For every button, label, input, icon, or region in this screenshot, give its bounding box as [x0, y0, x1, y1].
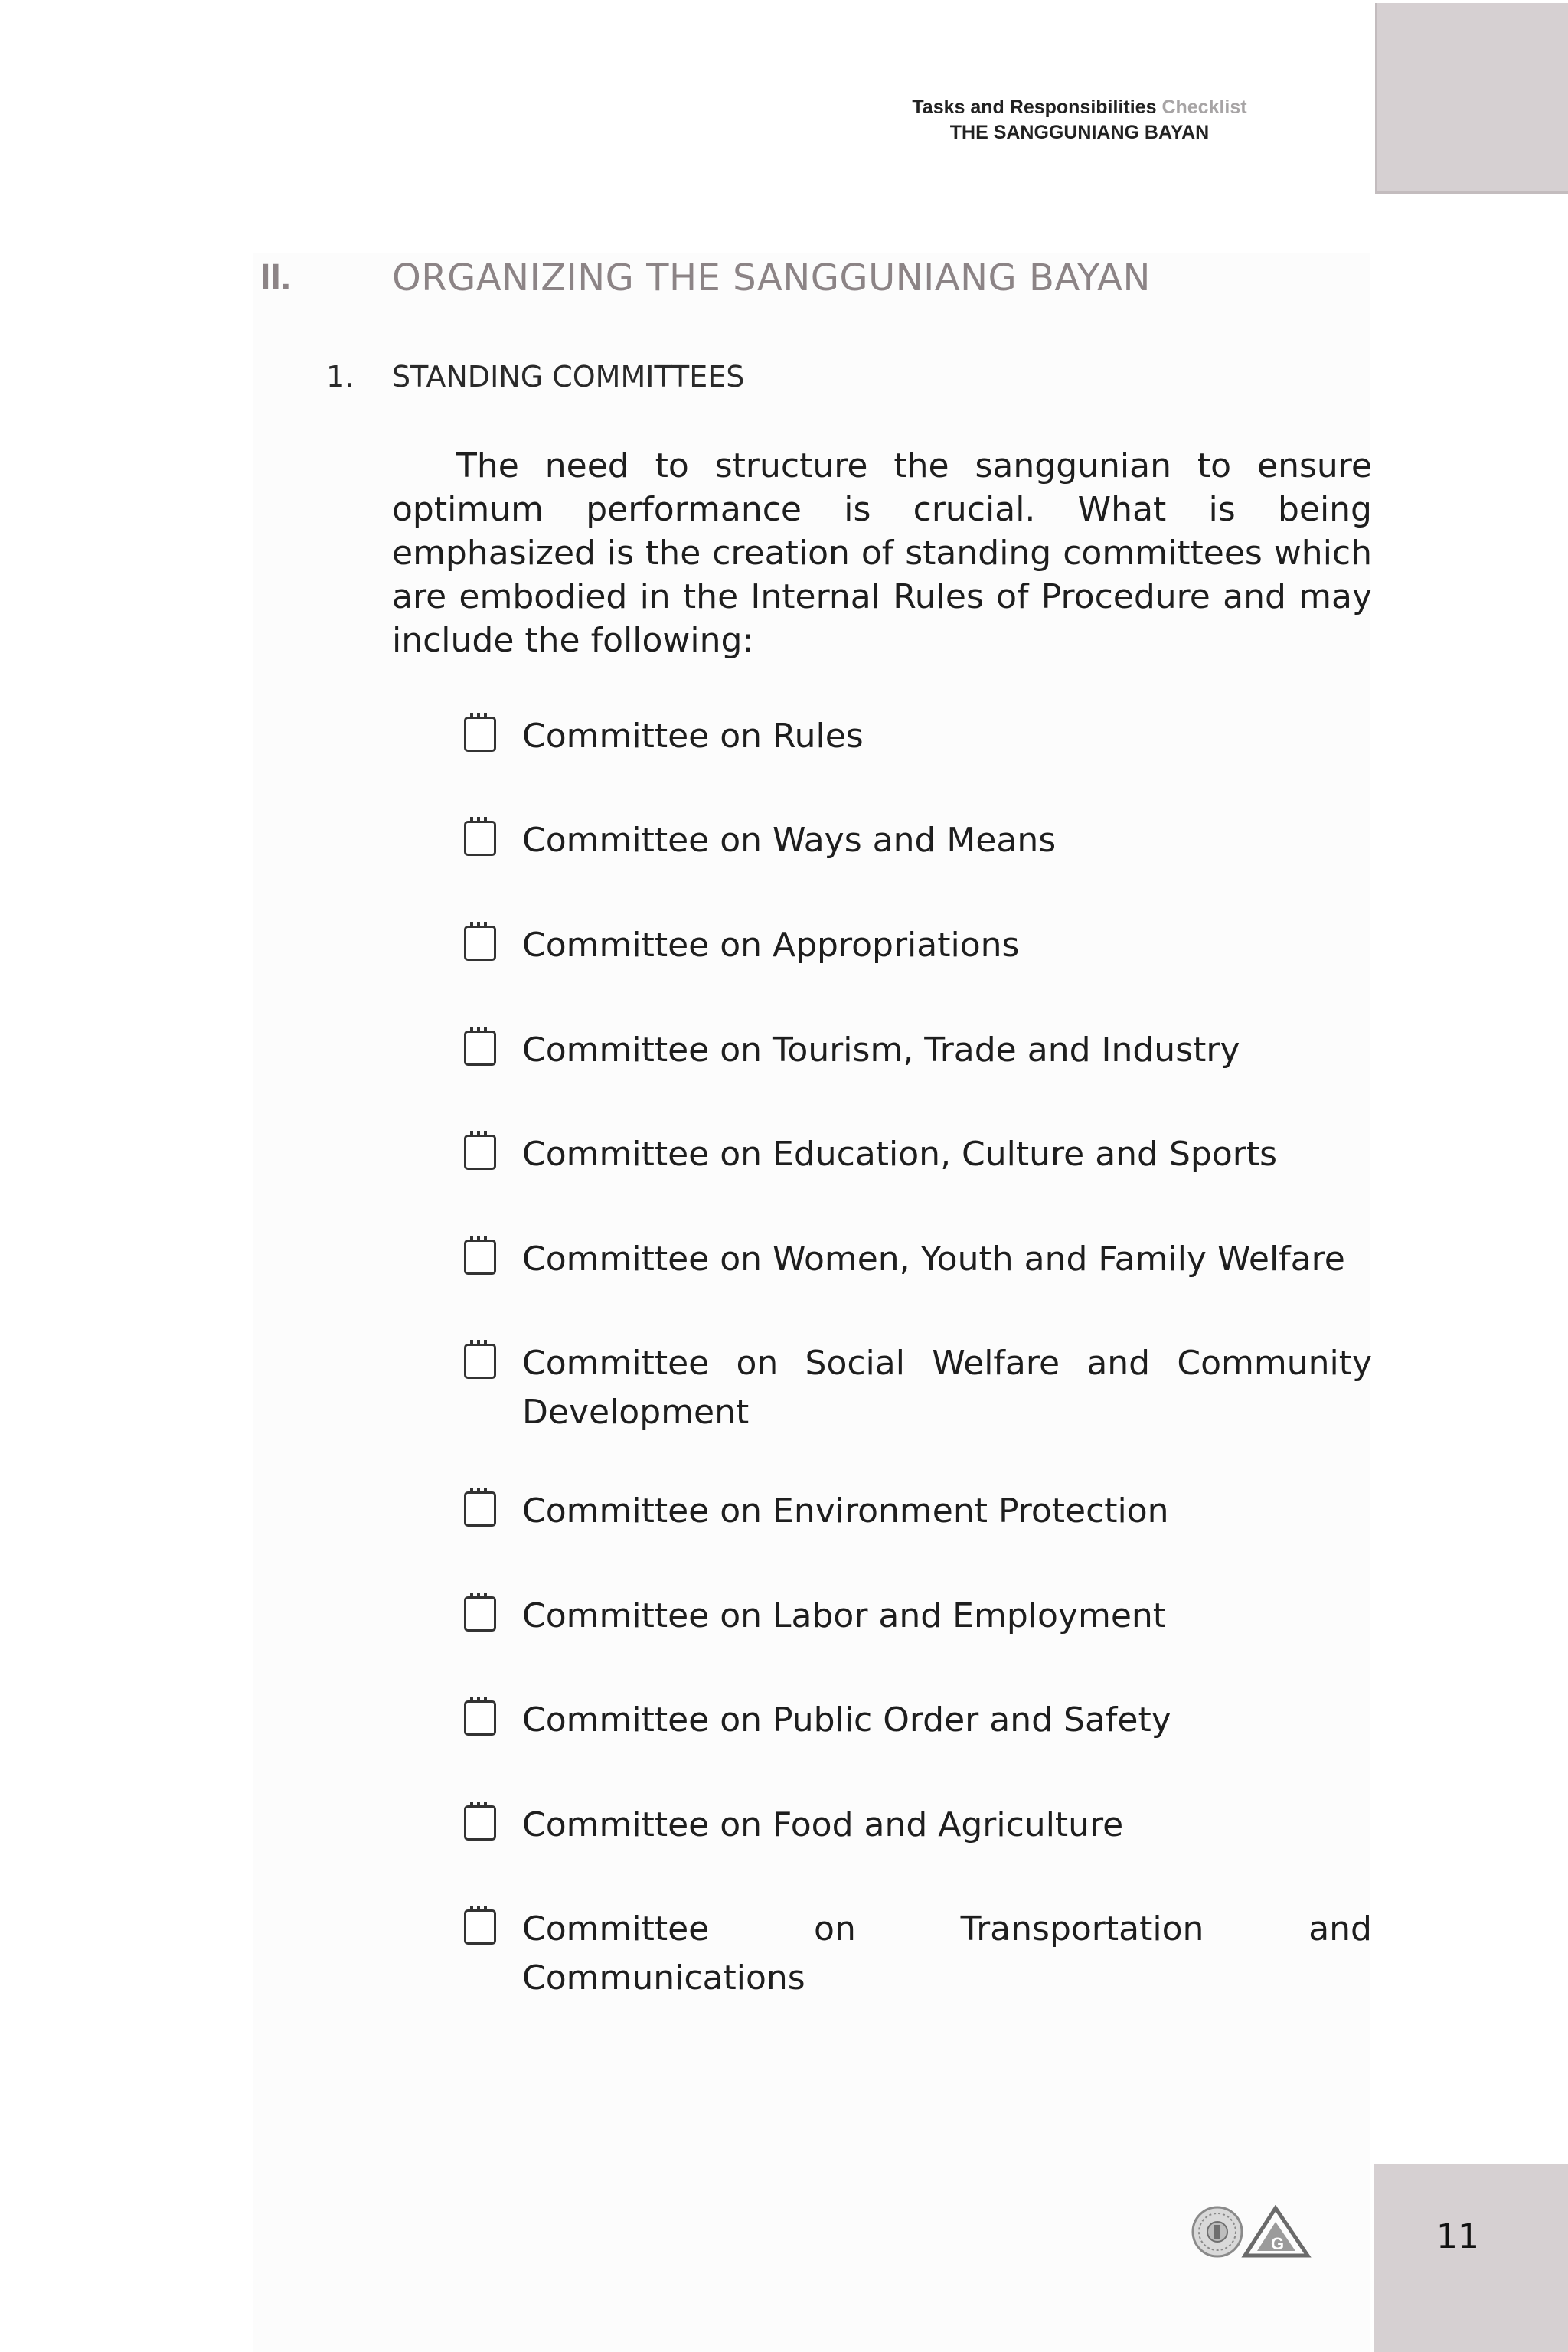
checkbox-icon[interactable] — [464, 1805, 496, 1841]
committee-label: Committee on Social Welfare and Community Development — [522, 1344, 1372, 1432]
checkbox-icon[interactable] — [464, 1240, 496, 1275]
running-header — [842, 95, 1317, 145]
committee-label: Committee on Women, Youth and Family Welfare — [522, 1240, 1345, 1279]
checkbox-icon[interactable] — [464, 1909, 496, 1945]
committee-label: Committee on Rules — [522, 717, 864, 756]
committee-label: Committee on Ways and Means — [522, 821, 1057, 860]
committee-label: Committee on Transportation and Communications — [522, 1909, 1372, 1998]
intro-rest: optimum performance is crucial. What is being emphasized is the creation of standing committees which are embodied in the Internal Rules of Procedure and may include the following: — [392, 490, 1372, 660]
lga-logo-icon — [1245, 2208, 1308, 2256]
checkbox-icon[interactable] — [464, 1700, 496, 1736]
subsection-title: STANDING COMMITTEES — [392, 360, 745, 394]
checkbox-icon[interactable] — [464, 1491, 496, 1527]
footer-logos — [1191, 2205, 1314, 2259]
section-number: II. — [260, 257, 292, 298]
page-number: 11 — [1436, 2217, 1479, 2256]
committee-label: Committee on Tourism, Trade and Industry — [522, 1031, 1240, 1070]
subsection-number: 1. — [326, 360, 354, 394]
intro-first-line: The need to structure the sanggunian to ensure — [456, 446, 1372, 485]
header-subtitle: THE SANGGUNIANG BAYAN — [949, 122, 1210, 143]
svg-text:G: G — [1271, 2234, 1285, 2253]
committee-label: Committee on Environment Protection — [522, 1491, 1169, 1530]
intro-paragraph — [392, 444, 1372, 662]
committee-label: Committee on Labor and Employment — [522, 1596, 1167, 1635]
header-title: Tasks and Responsibilities — [912, 96, 1157, 118]
checkbox-icon[interactable] — [464, 1344, 496, 1379]
checkbox-icon[interactable] — [464, 1135, 496, 1170]
committee-label: Committee on Food and Agriculture — [522, 1805, 1124, 1844]
checkbox-icon[interactable] — [464, 717, 496, 752]
seal-logo-icon — [1193, 2207, 1242, 2256]
committee-label: Committee on Education, Culture and Sports — [522, 1135, 1278, 1174]
committee-label: Committee on Public Order and Safety — [522, 1700, 1171, 1740]
checkbox-icon[interactable] — [464, 1031, 496, 1066]
checkbox-icon[interactable] — [464, 926, 496, 961]
page-tab-top — [1375, 3, 1568, 194]
checkbox-icon[interactable] — [464, 821, 496, 856]
checkbox-icon[interactable] — [464, 1596, 496, 1632]
header-accent: Checklist — [1161, 96, 1247, 118]
section-title: ORGANIZING THE SANGGUNIANG BAYAN — [392, 256, 1151, 299]
committee-label: Committee on Appropriations — [522, 926, 1020, 965]
page-tab-bottom — [1374, 2164, 1568, 2352]
